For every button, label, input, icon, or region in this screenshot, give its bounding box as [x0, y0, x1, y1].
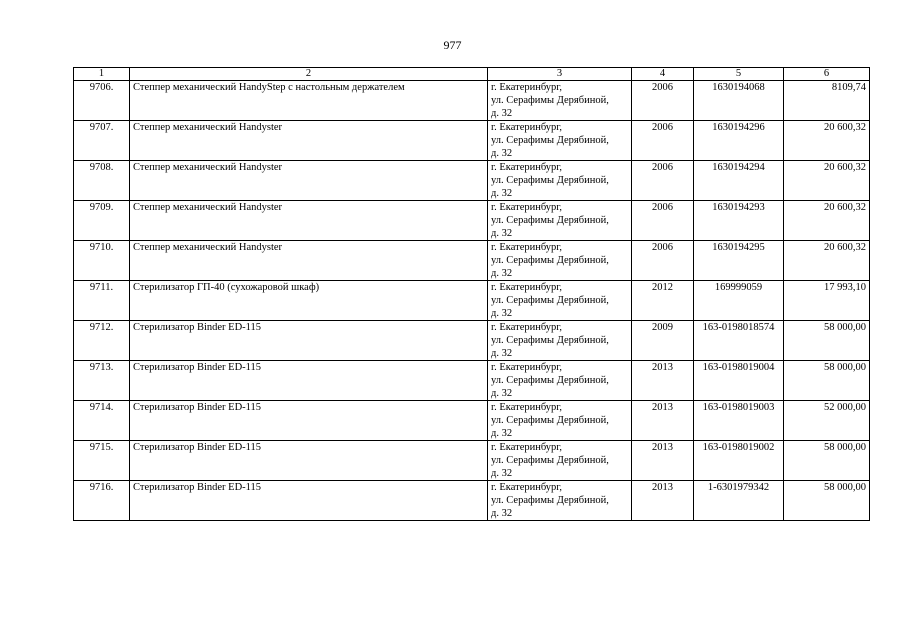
- year-cell: 2013: [632, 401, 694, 441]
- page-number: 977: [443, 38, 462, 52]
- book-value-cell: 17 993,10: [784, 281, 870, 321]
- inventory-number-cell: 1630194294: [694, 161, 784, 201]
- row-number-cell: 9709.: [74, 201, 130, 241]
- column-header-year: 4: [632, 68, 694, 81]
- inventory-number-cell: 1630194296: [694, 121, 784, 161]
- inventory-number-cell: 163-0198019003: [694, 401, 784, 441]
- year-cell: 2006: [632, 161, 694, 201]
- item-name-cell: Стерилизатор Binder ED-115: [130, 481, 488, 521]
- address-line: г. Екатеринбург,: [491, 242, 563, 253]
- address-line: д. 32: [491, 348, 513, 359]
- address-line: ул. Серафимы Дерябиной,: [491, 255, 609, 266]
- item-name-cell: Степпер механический Handyster: [130, 161, 488, 201]
- inventory-number-cell: 1-6301979342: [694, 481, 784, 521]
- row-number-cell: 9713.: [74, 361, 130, 401]
- table-row: [74, 361, 870, 401]
- address-cell: [488, 161, 632, 201]
- address-line: ул. Серафимы Дерябиной,: [491, 295, 609, 306]
- address-line: г. Екатеринбург,: [491, 402, 563, 413]
- year-cell: 2006: [632, 201, 694, 241]
- row-number-cell: 9710.: [74, 241, 130, 281]
- address-line: д. 32: [491, 468, 513, 479]
- year-cell: 2013: [632, 481, 694, 521]
- address-cell: [488, 321, 632, 361]
- table-row: [74, 121, 870, 161]
- address-line: г. Екатеринбург,: [491, 82, 563, 93]
- address-line: ул. Серафимы Дерябиной,: [491, 335, 609, 346]
- item-name-cell: Степпер механический Handyster: [130, 201, 488, 241]
- address-cell: [488, 361, 632, 401]
- address-line: ул. Серафимы Дерябиной,: [491, 455, 609, 466]
- item-name-cell: Степпер механический Handyster: [130, 241, 488, 281]
- property-registry-table: [73, 67, 870, 521]
- table-row: [74, 161, 870, 201]
- address-line: ул. Серафимы Дерябиной,: [491, 495, 609, 506]
- item-name-cell: Стерилизатор Binder ED-115: [130, 401, 488, 441]
- address-line: ул. Серафимы Дерябиной,: [491, 95, 609, 106]
- address-cell: [488, 481, 632, 521]
- item-name-cell: Стерилизатор Binder ED-115: [130, 321, 488, 361]
- address-line: д. 32: [491, 308, 513, 319]
- year-cell: 2013: [632, 361, 694, 401]
- row-number-cell: 9707.: [74, 121, 130, 161]
- table-body: [74, 81, 870, 521]
- column-header-number: 1: [74, 68, 130, 81]
- row-number-cell: 9716.: [74, 481, 130, 521]
- row-number-cell: 9706.: [74, 81, 130, 121]
- address-cell: [488, 121, 632, 161]
- address-line: ул. Серафимы Дерябиной,: [491, 375, 609, 386]
- table-row: [74, 281, 870, 321]
- table-row: [74, 441, 870, 481]
- address-line: ул. Серафимы Дерябиной,: [491, 415, 609, 426]
- column-header-value: 6: [784, 68, 870, 81]
- year-cell: 2006: [632, 241, 694, 281]
- row-number-cell: 9714.: [74, 401, 130, 441]
- address-line: д. 32: [491, 428, 513, 439]
- inventory-number-cell: 163-0198019004: [694, 361, 784, 401]
- row-number-cell: 9711.: [74, 281, 130, 321]
- address-line: д. 32: [491, 388, 513, 399]
- address-line: ул. Серафимы Дерябиной,: [491, 215, 609, 226]
- year-cell: 2006: [632, 81, 694, 121]
- year-cell: 2012: [632, 281, 694, 321]
- address-line: г. Екатеринбург,: [491, 482, 563, 493]
- table-row: [74, 201, 870, 241]
- book-value-cell: 20 600,32: [784, 241, 870, 281]
- book-value-cell: 52 000,00: [784, 401, 870, 441]
- table-row: [74, 321, 870, 361]
- column-header-address: 3: [488, 68, 632, 81]
- item-name-cell: Степпер механический HandyStep с настольным держателем: [130, 81, 488, 121]
- address-line: г. Екатеринбург,: [491, 322, 563, 333]
- year-cell: 2009: [632, 321, 694, 361]
- table-row: [74, 81, 870, 121]
- address-line: д. 32: [491, 228, 513, 239]
- book-value-cell: 58 000,00: [784, 321, 870, 361]
- column-header-inventory: 5: [694, 68, 784, 81]
- inventory-number-cell: 1630194293: [694, 201, 784, 241]
- item-name-cell: Стерилизатор Binder ED-115: [130, 361, 488, 401]
- address-line: д. 32: [491, 108, 513, 119]
- address-cell: [488, 441, 632, 481]
- address-line: д. 32: [491, 148, 513, 159]
- book-value-cell: 20 600,32: [784, 201, 870, 241]
- row-number-cell: 9712.: [74, 321, 130, 361]
- table-header-row: [74, 68, 870, 81]
- item-name-cell: Степпер механический Handyster: [130, 121, 488, 161]
- address-line: г. Екатеринбург,: [491, 282, 563, 293]
- address-line: г. Екатеринбург,: [491, 442, 563, 453]
- item-name-cell: Стерилизатор Binder ED-115: [130, 441, 488, 481]
- book-value-cell: 20 600,32: [784, 161, 870, 201]
- address-cell: [488, 81, 632, 121]
- inventory-number-cell: 163-0198019002: [694, 441, 784, 481]
- book-value-cell: 58 000,00: [784, 441, 870, 481]
- year-cell: 2013: [632, 441, 694, 481]
- address-line: д. 32: [491, 508, 513, 519]
- address-line: д. 32: [491, 188, 513, 199]
- address-line: ул. Серафимы Дерябиной,: [491, 175, 609, 186]
- table-row: [74, 241, 870, 281]
- book-value-cell: 20 600,32: [784, 121, 870, 161]
- address-line: д. 32: [491, 268, 513, 279]
- table-row: [74, 481, 870, 521]
- address-line: г. Екатеринбург,: [491, 122, 563, 133]
- inventory-number-cell: 1630194068: [694, 81, 784, 121]
- inventory-number-cell: 163-0198018574: [694, 321, 784, 361]
- address-cell: [488, 201, 632, 241]
- column-header-name: 2: [130, 68, 488, 81]
- inventory-number-cell: 1630194295: [694, 241, 784, 281]
- book-value-cell: 58 000,00: [784, 481, 870, 521]
- address-cell: [488, 281, 632, 321]
- inventory-number-cell: 169999059: [694, 281, 784, 321]
- address-line: г. Екатеринбург,: [491, 202, 563, 213]
- address-line: ул. Серафимы Дерябиной,: [491, 135, 609, 146]
- address-cell: [488, 401, 632, 441]
- address-line: г. Екатеринбург,: [491, 362, 563, 373]
- row-number-cell: 9708.: [74, 161, 130, 201]
- book-value-cell: 8109,74: [784, 81, 870, 121]
- item-name-cell: Стерилизатор ГП-40 (сухожаровой шкаф): [130, 281, 488, 321]
- address-cell: [488, 241, 632, 281]
- address-line: г. Екатеринбург,: [491, 162, 563, 173]
- row-number-cell: 9715.: [74, 441, 130, 481]
- table-row: [74, 401, 870, 441]
- book-value-cell: 58 000,00: [784, 361, 870, 401]
- year-cell: 2006: [632, 121, 694, 161]
